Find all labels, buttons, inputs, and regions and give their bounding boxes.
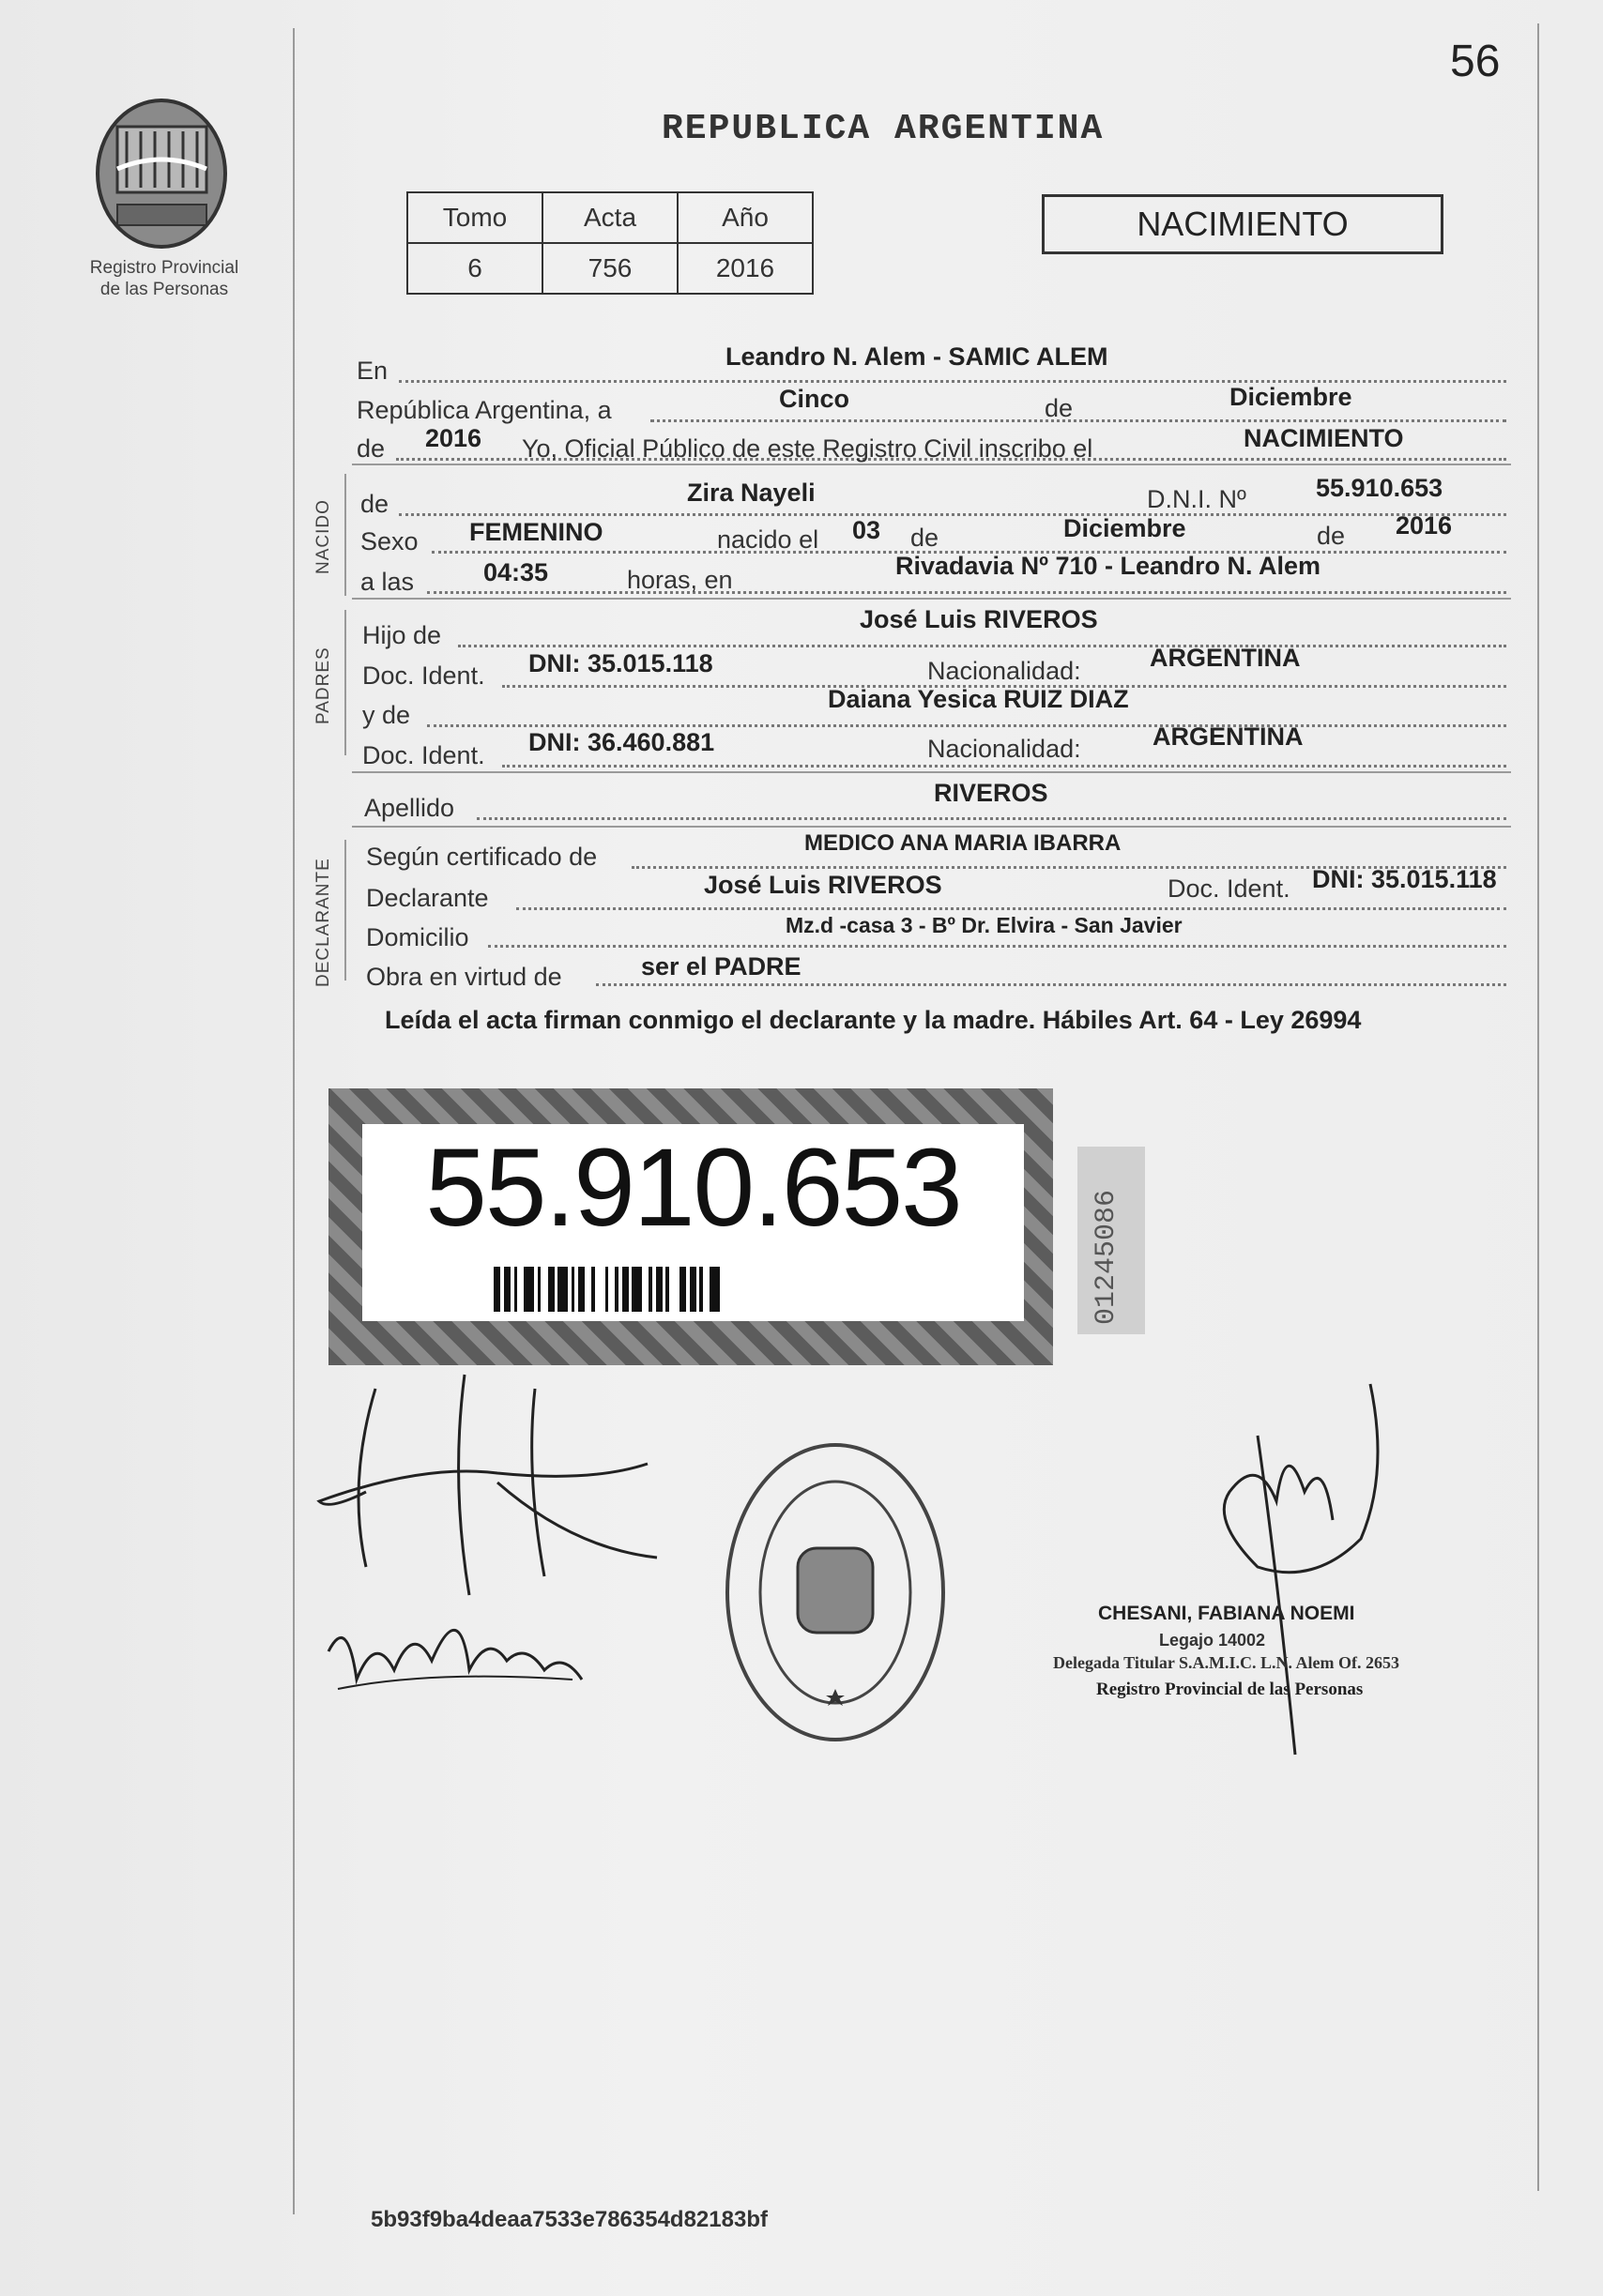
hijo-label: Hijo de [362, 621, 442, 649]
birth-de-label: de [910, 524, 939, 552]
registry-header-anio: Año [678, 192, 813, 243]
nacido-label: nacido el [717, 525, 819, 554]
dotted-line [502, 765, 1506, 768]
dotted-line [427, 591, 1506, 594]
official-office: Registro Provincial de las Personas [1096, 1680, 1364, 1699]
registry-header-tomo: Tomo [407, 192, 542, 243]
doc-label: Doc. Ident. [362, 741, 485, 769]
de-label: de [1045, 394, 1074, 422]
father-doc: DNI: 35.015.118 [528, 649, 713, 677]
month-value: Diciembre [1229, 383, 1352, 411]
barcode-bar [504, 1267, 511, 1312]
mother-doc: DNI: 36.460.881 [528, 728, 715, 756]
birth-time: 04:35 [483, 558, 549, 586]
country-heading: REPUBLICA ARGENTINA [662, 109, 1105, 149]
dotted-line [427, 724, 1506, 727]
dotted-line [516, 907, 1506, 910]
declarante-section-label: DECLARANTE [313, 858, 333, 987]
birth-day: 03 [852, 516, 881, 544]
record-type-box: NACIMIENTO [1042, 194, 1443, 254]
official-signature [1173, 1379, 1417, 1773]
section-bracket [344, 474, 346, 596]
day-value: Cinco [779, 385, 850, 413]
en-label: En [357, 357, 389, 385]
document-hash: 5b93f9ba4deaa7533e786354d82183bf [371, 2207, 768, 2232]
declarant-signature [310, 1370, 666, 1623]
dni-barcode-card [328, 1088, 1053, 1365]
barcode-bar [622, 1267, 629, 1312]
section-divider [352, 598, 1511, 600]
province-crest-logo [89, 94, 235, 253]
registry-value-anio: 2016 [678, 243, 813, 294]
declarante-name: José Luis RIVEROS [704, 871, 942, 899]
obra-label: Obra en virtud de [366, 963, 562, 991]
section-divider [352, 771, 1511, 773]
dotted-line [458, 645, 1506, 647]
oficial-text: Yo, Oficial Público de este Registro Civil inscribo el [522, 434, 1093, 463]
official-title: Delegada Titular S.A.M.I.C. L.N. Alem Of. 2653 [1053, 1653, 1400, 1672]
barcode-bar [710, 1267, 720, 1312]
child-name: Zira Nayeli [687, 479, 816, 507]
barcode-bar [642, 1267, 649, 1312]
right-margin-rule [1537, 23, 1539, 2191]
nationality-label: Nacionalidad: [927, 657, 1081, 685]
barcode-bar [548, 1267, 555, 1312]
registry-seal [718, 1436, 953, 1750]
office-caption-line1: Registro Provincial [89, 258, 239, 278]
domicilio-label: Domicilio [366, 923, 469, 951]
y-de-label: y de [362, 701, 411, 729]
dotted-line [399, 513, 1506, 516]
registry-table [406, 191, 814, 295]
sexo-label: Sexo [360, 527, 419, 555]
section-divider [352, 826, 1511, 828]
declarante-doc: DNI: 35.015.118 [1312, 865, 1497, 893]
left-margin-rule [293, 28, 295, 2214]
barcode-bar [585, 1267, 591, 1312]
year-label: de [357, 434, 386, 463]
birth-year: 2016 [1396, 511, 1453, 540]
section-divider [352, 464, 1511, 465]
barcode-bar [517, 1267, 524, 1312]
serial-number: 01245086 [1091, 1189, 1122, 1325]
address-value: Mz.d -casa 3 - Bº Dr. Elvira - San Javier [786, 913, 1183, 937]
barcode-bar [541, 1267, 547, 1312]
birth-place: Rivadavia Nº 710 - Leandro N. Alem [895, 552, 1321, 580]
reason-value: ser el PADRE [641, 952, 802, 981]
registry-value-tomo: 6 [407, 243, 542, 294]
card-dni-number: 55.910.653 [425, 1126, 961, 1250]
republic-label: República Argentina, a [357, 396, 612, 424]
page-number: 56 [1450, 37, 1501, 86]
mother-nationality: ARGENTINA [1153, 722, 1304, 751]
apellido-label: Apellido [364, 794, 455, 822]
mother-signature [319, 1595, 591, 1717]
barcode-bar [656, 1267, 663, 1312]
section-bracket [344, 840, 346, 981]
barcode-bar [669, 1267, 679, 1312]
barcode-bar [595, 1267, 605, 1312]
barcode-bar [720, 1267, 724, 1312]
certificate-value: MEDICO ANA MARIA IBARRA [804, 830, 1122, 856]
doc-label: Doc. Ident. [362, 661, 485, 690]
barcode-bar [690, 1267, 696, 1312]
de-label: de [360, 490, 389, 518]
barcode-bar [632, 1267, 642, 1312]
birth-month: Diciembre [1063, 514, 1186, 542]
nacido-section-label: NACIDO [313, 499, 333, 574]
doc-label: Doc. Ident. [1168, 874, 1290, 903]
apellido-value: RIVEROS [934, 779, 1048, 807]
birth-de-label-2: de [1317, 522, 1346, 550]
office-caption-line2: de las Personas [99, 280, 229, 299]
barcode-bar [679, 1267, 686, 1312]
padres-section-label: PADRES [313, 646, 333, 724]
registry-value-acta: 756 [542, 243, 678, 294]
barcode [494, 1267, 925, 1312]
dotted-line [596, 983, 1506, 986]
mother-name: Daiana Yesica RUIZ DIAZ [828, 685, 1129, 713]
barcode-bar [494, 1267, 500, 1312]
declarante-label: Declarante [366, 884, 489, 912]
registry-header-acta: Acta [542, 192, 678, 243]
year-value: 2016 [425, 424, 482, 452]
time-label: a las [360, 568, 415, 596]
barcode-bar [524, 1267, 534, 1312]
barcode-bar [578, 1267, 585, 1312]
barcode-label [362, 1124, 1024, 1321]
dotted-line [650, 419, 1506, 422]
father-nationality: ARGENTINA [1150, 644, 1301, 672]
child-dni: 55.910.653 [1316, 474, 1443, 502]
dotted-line [477, 817, 1506, 820]
nationality-label: Nacionalidad: [927, 735, 1081, 763]
closing-note: Leída el acta firman conmigo el declarante y la madre. Hábiles Art. 64 - Ley 26994 [385, 1006, 1362, 1034]
sex-value: FEMENINO [469, 518, 603, 546]
horas-label: horas, en [627, 566, 733, 594]
place-value: Leandro N. Alem - SAMIC ALEM [725, 342, 1108, 371]
dni-label: D.N.I. Nº [1147, 485, 1246, 513]
dotted-line [488, 945, 1506, 948]
cert-label: Según certificado de [366, 843, 598, 871]
barcode-bar [557, 1267, 568, 1312]
barcode-bar [608, 1267, 615, 1312]
official-legajo: Legajo 14002 [1159, 1631, 1266, 1650]
barcode-bar [703, 1267, 710, 1312]
serial-strip [1077, 1147, 1145, 1334]
act-value: NACIMIENTO [1244, 424, 1404, 452]
father-name: José Luis RIVEROS [860, 605, 1098, 633]
official-name: CHESANI, FABIANA NOEMI [1098, 1603, 1355, 1624]
section-bracket [344, 610, 346, 755]
office-caption [56, 257, 272, 300]
